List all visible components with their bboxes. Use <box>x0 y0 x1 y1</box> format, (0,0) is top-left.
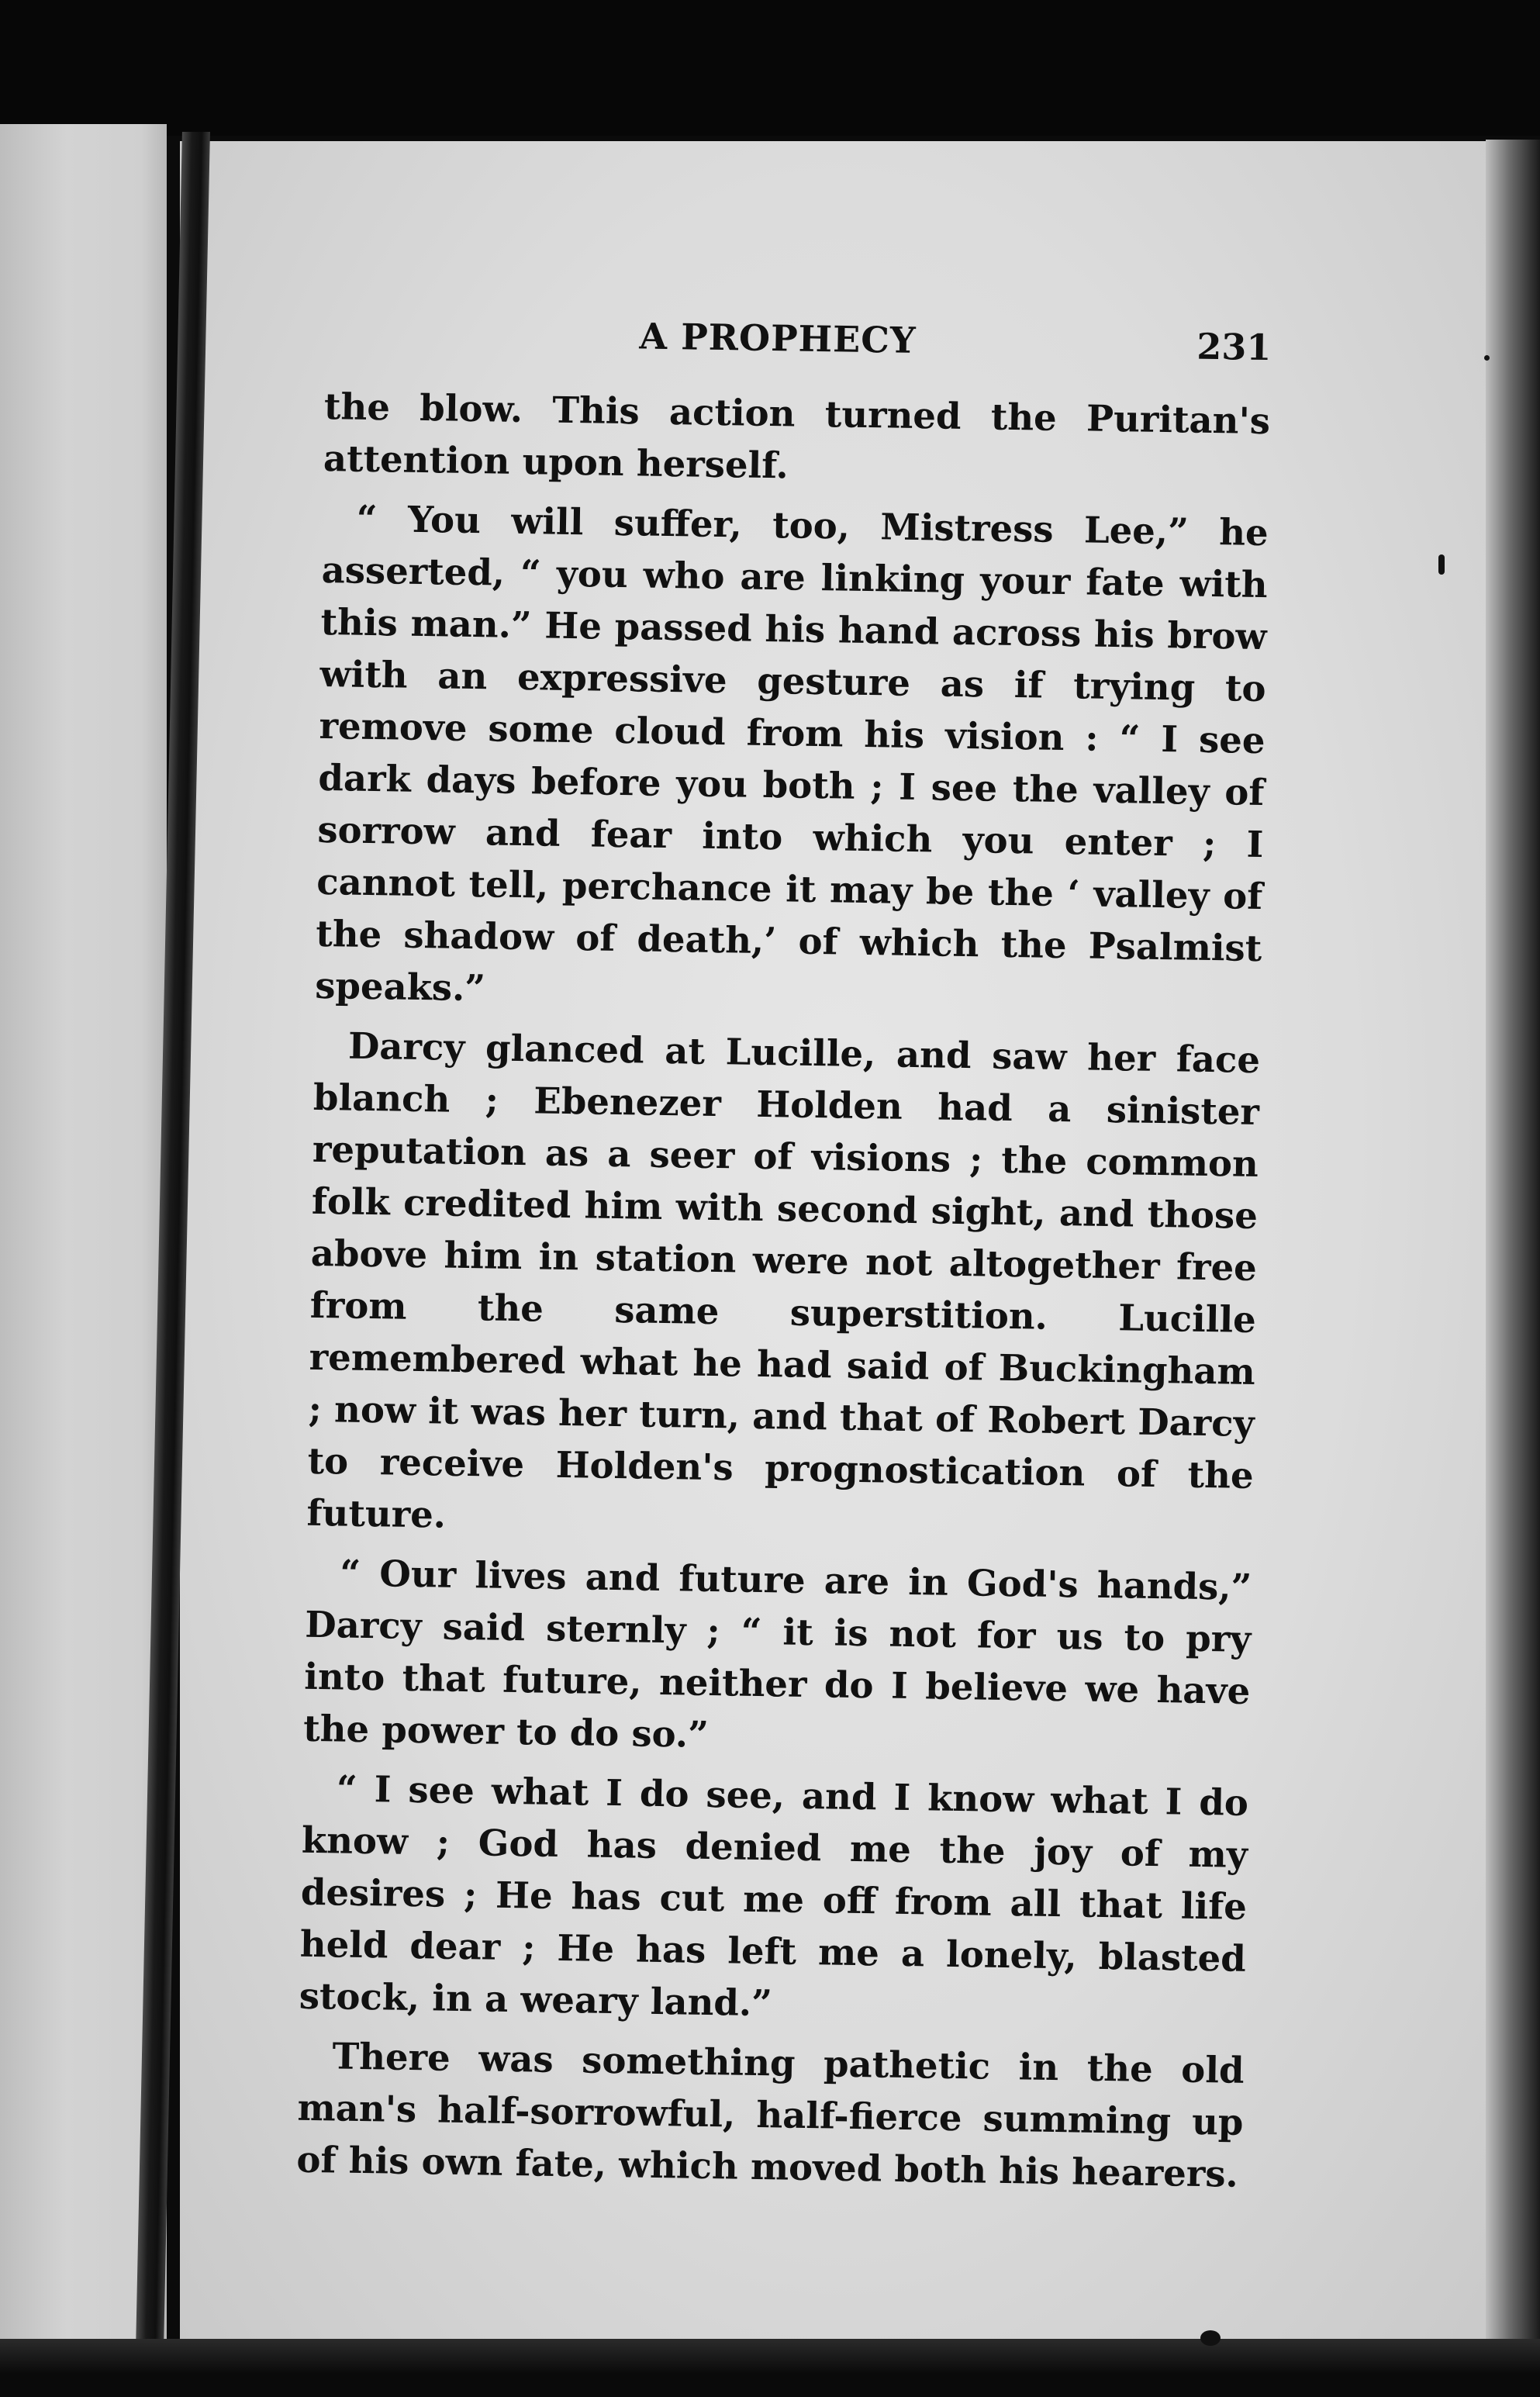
paragraph: “ You will suffer, too, Mistress Lee,” he asserted, “ you who are linking your fate with this man.” He passed his hand across his brow with an expressive gesture as if trying to remove some cloud from his vision : “ I see dark days before you both ; I see the valley of sorrow and fear into which you enter ; I cannot tell, perchance it may be the ‘ valley of the shadow of death,’ of which the Psalmist speaks.” <box>314 496 1269 1010</box>
scanner-bottom-border <box>0 2339 1540 2397</box>
paragraph: There was something pathetic in the old man's half-sorrowful, half-fierce summing up of his own fate, which moved both his hearers. <box>296 2034 1245 2195</box>
paragraph: Darcy glanced at Lucille, and saw her face blanch ; Ebenezer Holden had a sinister reputation as a seer of visions ; the common folk credited him with second sight, and those above him in station were not altogether free from the same superstition. Lucille remembered what he had said of Buckingham ; now it was her turn, and that of Robert Darcy to receive Holden's prognostication of the future. <box>306 1024 1261 1536</box>
dust-speck <box>1438 554 1445 575</box>
dust-speck <box>1484 355 1490 361</box>
facing-page-edge <box>0 124 167 2342</box>
page-right-edge-shadow <box>1486 140 1540 2397</box>
paragraph: “ Our lives and future are in God's hands,” Darcy said sternly ; “ it is not for us to pry into that future, neither do I believe we have the power to do so.” <box>302 1551 1252 1756</box>
dust-speck <box>1200 2330 1221 2346</box>
page-text <box>296 310 1272 2208</box>
page-number: 231 <box>1196 325 1272 369</box>
paragraph: the blow. This action turned the Puritan's attention upon herself. <box>323 384 1271 487</box>
running-title: A PROPHECY <box>639 315 917 361</box>
paragraph: “ I see what I do see, and I know what I do know ; God has denied me the joy of my desires ; He has cut me off from all that life held dear ; He has left me a lonely, blasted stock, in a weary land.” <box>299 1767 1249 2025</box>
running-head <box>325 310 1272 395</box>
scanner-top-border <box>0 0 1540 136</box>
